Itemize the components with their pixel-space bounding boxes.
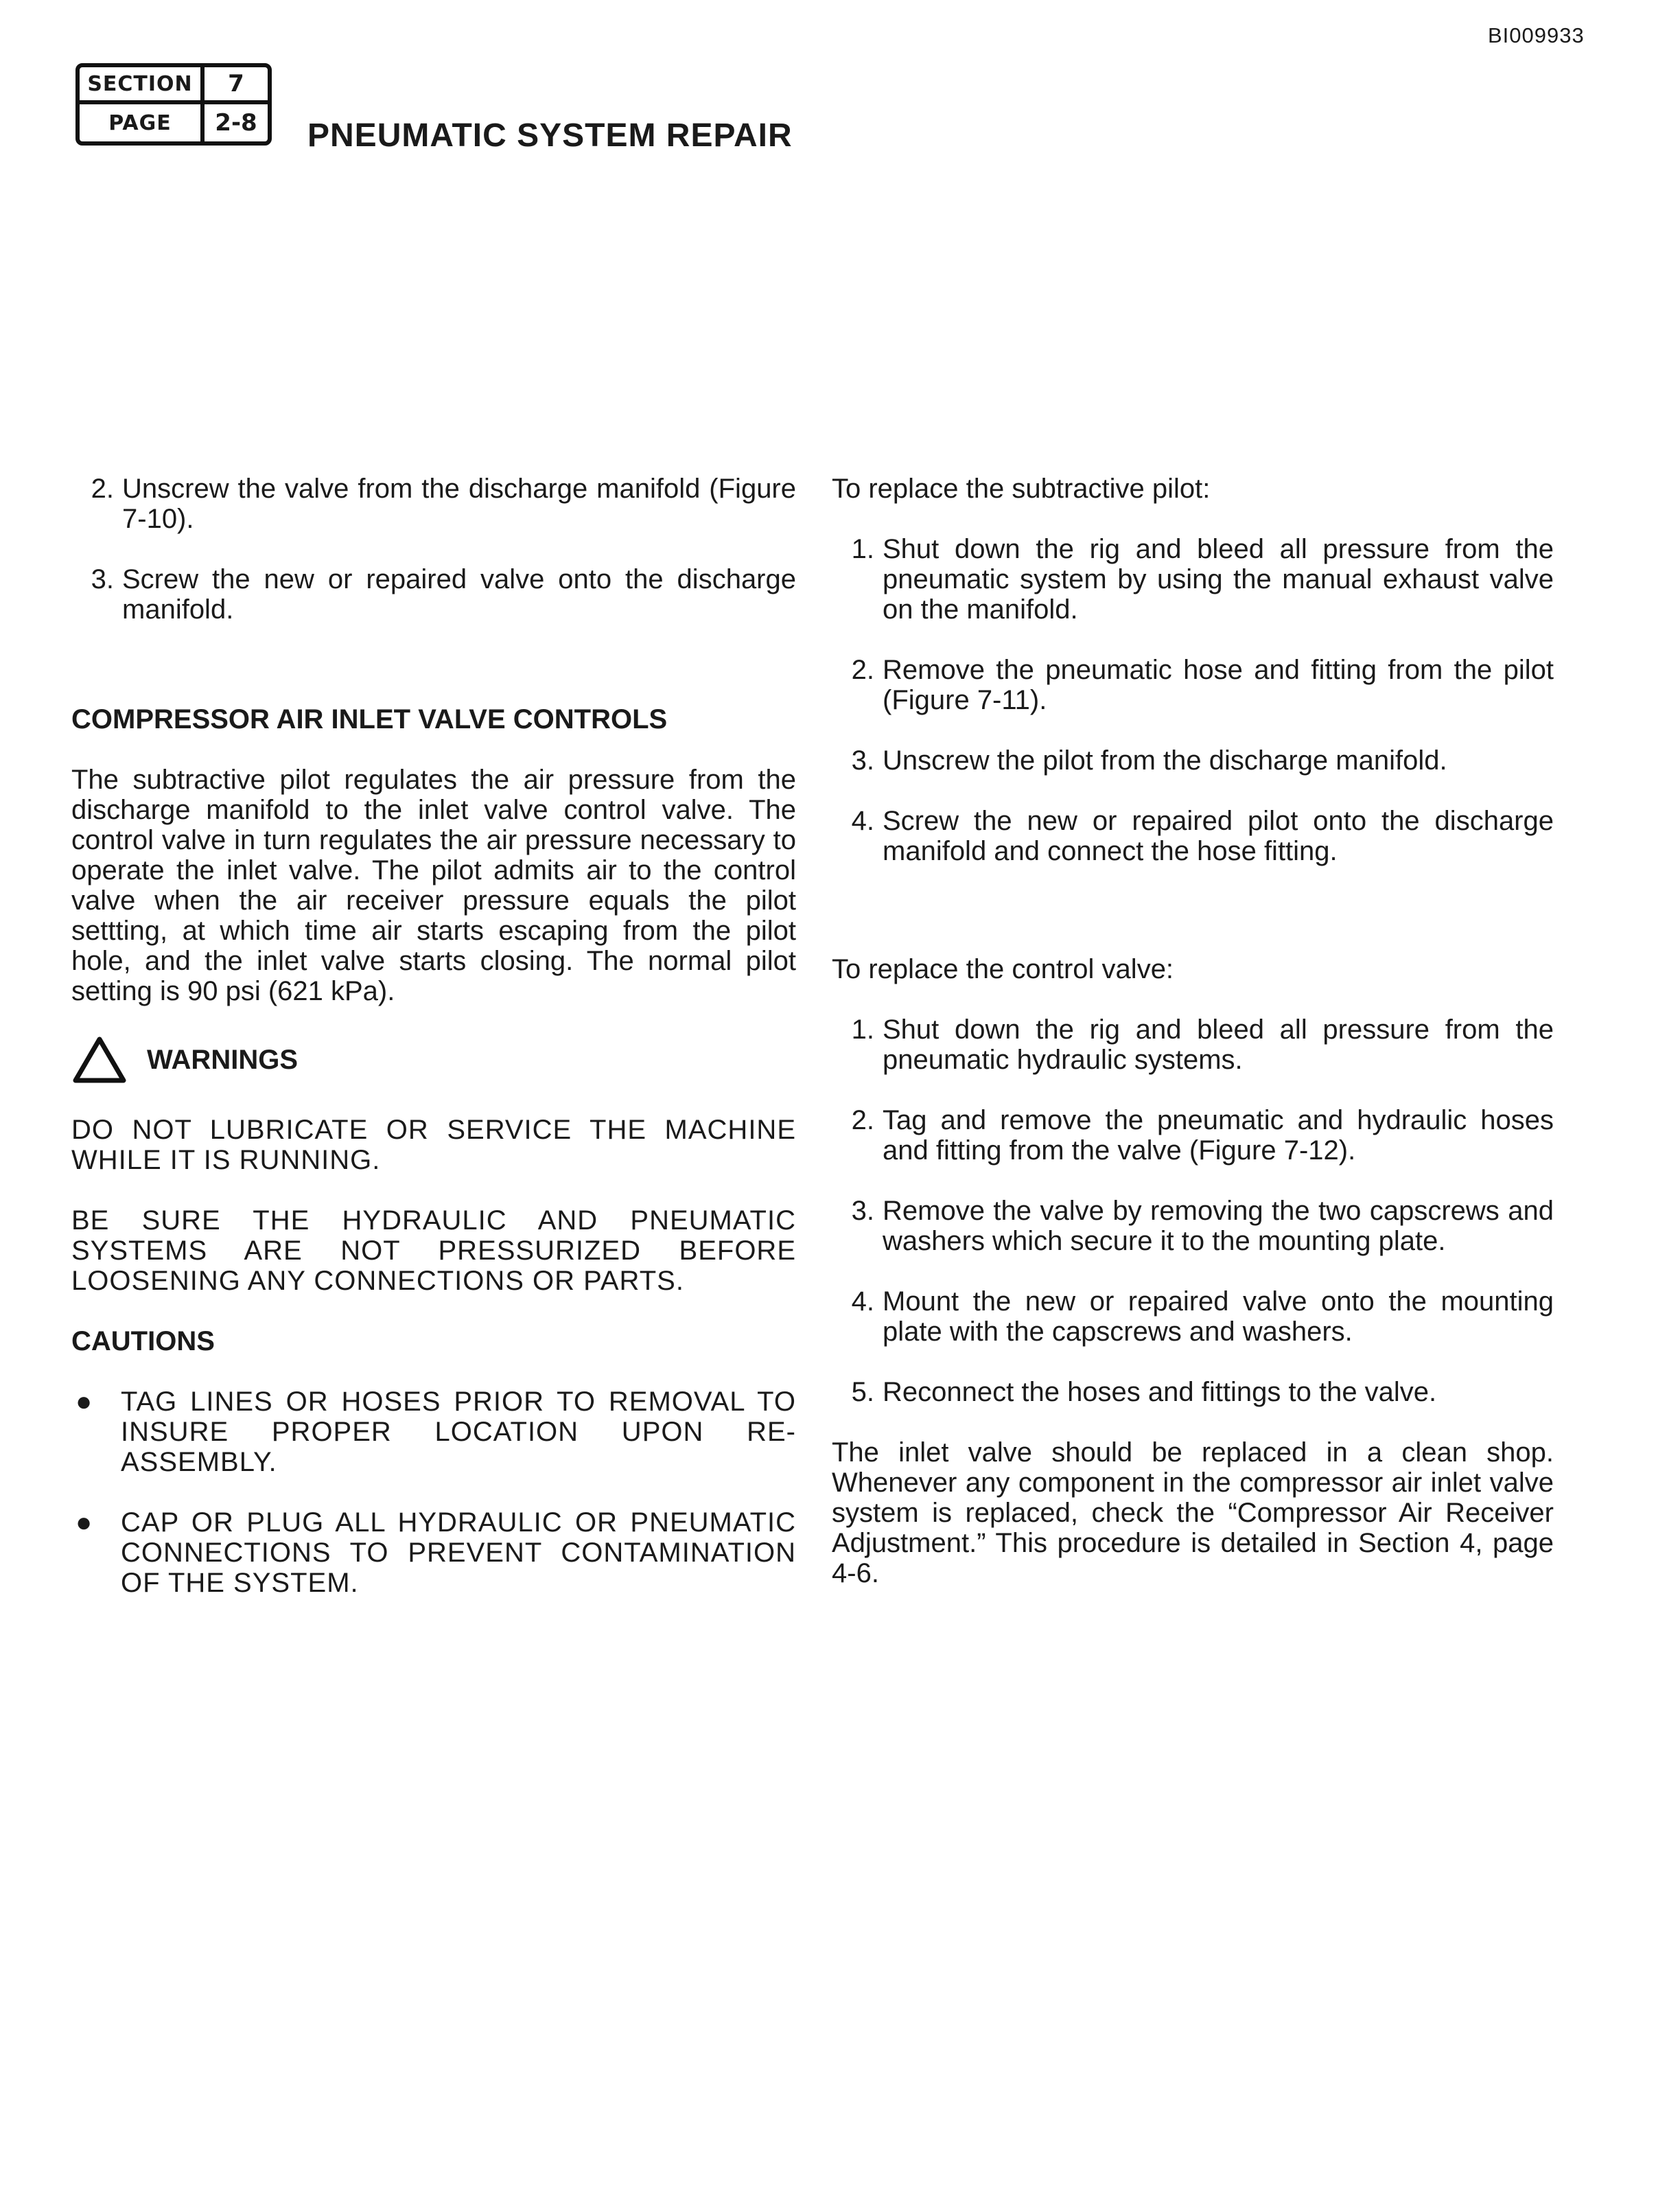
step-text: Unscrew the valve from the discharge manifold (Figure 7-10). bbox=[122, 474, 796, 534]
list-item bbox=[832, 534, 1554, 625]
section-label: SECTION bbox=[80, 67, 200, 104]
page-number: 2-8 bbox=[200, 104, 268, 141]
list-item bbox=[832, 745, 1554, 776]
step-number: 4. bbox=[851, 1286, 874, 1317]
step-number: 2. bbox=[851, 655, 874, 685]
step-text: Remove the valve by removing the two capscrews and washers which secure it to the mounting plate. bbox=[883, 1196, 1554, 1256]
control-intro: To replace the control valve: bbox=[832, 954, 1174, 984]
document-id: BI009933 bbox=[1488, 23, 1585, 47]
cautions-heading: CAUTIONS bbox=[71, 1326, 215, 1356]
step-text: Reconnect the hoses and fittings to the valve. bbox=[883, 1377, 1437, 1407]
list-item bbox=[71, 1507, 796, 1598]
list-item bbox=[832, 1196, 1554, 1256]
step-text: Shut down the rig and bleed all pressure from the pneumatic hydraulic systems. bbox=[883, 1015, 1554, 1075]
list-item bbox=[832, 1286, 1554, 1347]
step-number: 1. bbox=[851, 534, 874, 564]
closing-paragraph: The inlet valve should be replaced in a clean shop. Whenever any component in the compressor air inlet valve system is replaced, check the “Compressor Air Receiver Adjustment.” This procedure is detailed in Section 4, page 4-6. bbox=[832, 1437, 1554, 1588]
bullet-dot-icon: ● bbox=[75, 1387, 93, 1417]
section-number: 7 bbox=[200, 67, 268, 104]
list-item bbox=[71, 564, 796, 625]
step-text: Remove the pneumatic hose and fitting from the pilot (Figure 7-11). bbox=[883, 655, 1554, 715]
step-number: 2. bbox=[851, 1105, 874, 1135]
step-text: Tag and remove the pneumatic and hydraulic hoses and fitting from the valve (Figure 7-12). bbox=[883, 1105, 1554, 1166]
section-heading: COMPRESSOR AIR INLET VALVE CONTROLS bbox=[71, 704, 668, 734]
step-text: Unscrew the pilot from the discharge manifold. bbox=[883, 745, 1447, 776]
list-item bbox=[832, 806, 1554, 866]
caution-text: CAP OR PLUG ALL HYDRAULIC OR PNEUMATIC CONNECTIONS TO PREVENT CONTAMINATION OF THE SYSTEM. bbox=[121, 1507, 796, 1598]
list-item bbox=[832, 1377, 1554, 1407]
list-item bbox=[832, 1105, 1554, 1166]
pilot-intro: To replace the subtractive pilot: bbox=[832, 474, 1211, 504]
page-title: PNEUMATIC SYSTEM REPAIR bbox=[307, 117, 793, 154]
step-number: 1. bbox=[851, 1015, 874, 1045]
right-column bbox=[832, 474, 1554, 1588]
step-number: 3. bbox=[851, 745, 874, 776]
intro-paragraph: The subtractive pilot regulates the air pressure from the discharge manifold to the inlet valve control valve. The control valve in turn regulates the air pressure necessary to operate the inlet valve. The pilot admits air to the control valve when the air receiver pressure equals the pilot settting, at which time air starts escaping from the pilot hole, and the inlet valve starts closing. The normal pilot setting is 90 psi (621 kPa). bbox=[71, 765, 796, 1006]
step-number: 3. bbox=[851, 1196, 874, 1226]
bullet-dot-icon: ● bbox=[75, 1507, 93, 1538]
step-text: Screw the new or repaired pilot onto the discharge manifold and connect the hose fitting. bbox=[883, 806, 1554, 866]
step-number: 2. bbox=[91, 474, 114, 504]
step-number: 5. bbox=[851, 1377, 874, 1407]
left-column bbox=[71, 474, 796, 1598]
list-item bbox=[832, 655, 1554, 715]
warning-text: BE SURE THE HYDRAULIC AND PNEUMATIC SYSTEMS ARE NOT PRESSURIZED BEFORE LOOSENING ANY CONNECTIONS OR PARTS. bbox=[71, 1205, 796, 1296]
warning-triangle-icon bbox=[71, 1035, 128, 1085]
step-number: 3. bbox=[91, 564, 114, 594]
step-number: 4. bbox=[851, 806, 874, 836]
warning-text: DO NOT LUBRICATE OR SERVICE THE MACHINE WHILE IT IS RUNNING. bbox=[71, 1115, 796, 1175]
warnings-heading: WARNINGS bbox=[147, 1045, 298, 1075]
caution-text: TAG LINES OR HOSES PRIOR TO REMOVAL TO INSURE PROPER LOCATION UPON RE-ASSEMBLY. bbox=[121, 1387, 796, 1477]
list-item bbox=[832, 1015, 1554, 1075]
step-text: Mount the new or repaired valve onto the mounting plate with the capscrews and washers. bbox=[883, 1286, 1554, 1347]
list-item bbox=[71, 474, 796, 534]
step-text: Shut down the rig and bleed all pressure from the pneumatic system by using the manual exhaust valve on the manifold. bbox=[883, 534, 1554, 625]
section-page-tab bbox=[75, 63, 272, 146]
warnings-header bbox=[71, 1035, 796, 1085]
step-text: Screw the new or repaired valve onto the discharge manifold. bbox=[122, 564, 796, 625]
list-item bbox=[71, 1387, 796, 1477]
page-label: PAGE bbox=[108, 111, 172, 135]
